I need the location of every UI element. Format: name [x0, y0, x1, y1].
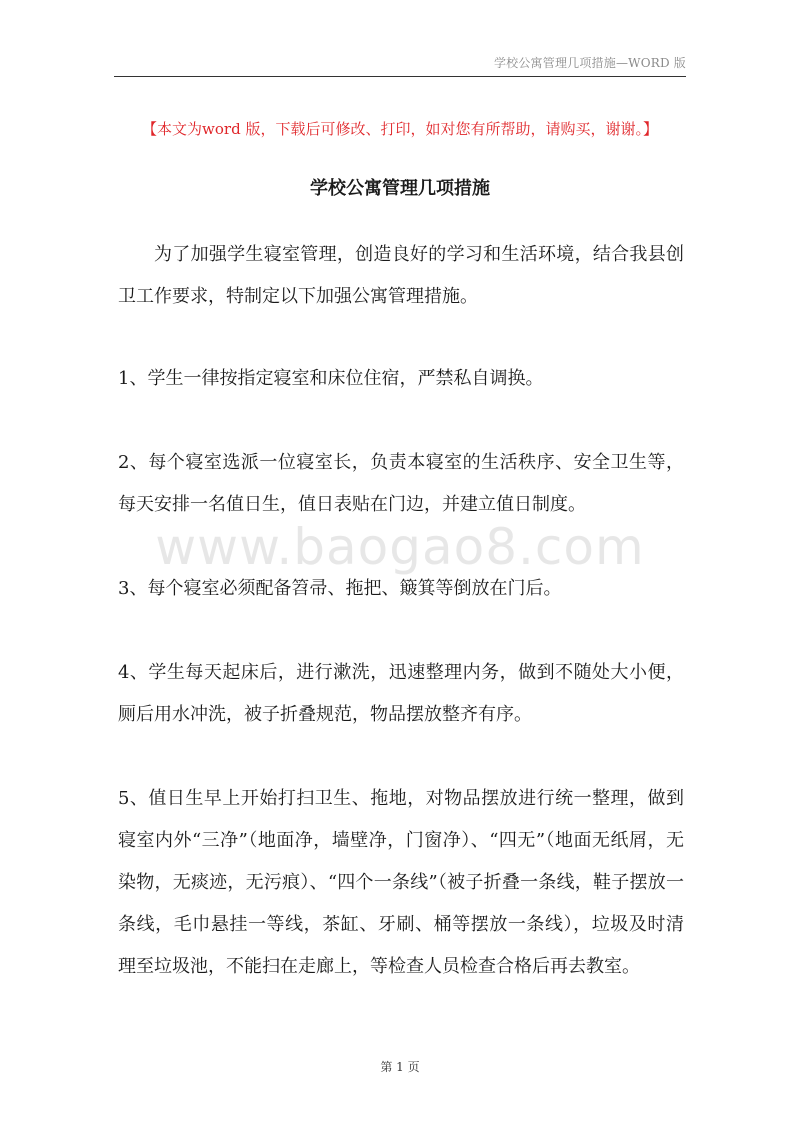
measure-item-5: 5、值日生早上开始打扫卫生、拖地，对物品摆放进行统一整理，做到寝室内外“三净”（地面净，墙壁净，门窗净）、“四无”（地面无纸屑，无染物，无痰迹，无污痕）、“四个一条线”（被子折叠一条线，鞋子摆放一条线，毛巾悬挂一等线，茶缸、牙刷、桶等摆放一条线），垃圾及时清理至垃圾池，不能扫在走廊上，等检查人员检查合格后再去教室。 [118, 788, 684, 977]
measure-item-4: 4、学生每天起床后，进行漱洗，迅速整理内务，做到不随处大小便，厕后用水冲洗，被子折叠规范，物品摆放整齐有序。 [118, 662, 684, 725]
page-number: 第 1 页 [380, 1060, 420, 1074]
watermark-text: www.baogao8.com [155, 518, 645, 576]
document-title: 学校公寓管理几项措施 [310, 178, 490, 199]
running-header: 学校公寓管理几项措施—WORD 版 [493, 56, 686, 70]
header-divider [114, 76, 686, 77]
measure-item-2: 2、每个寝室选派一位寝室长，负责本寝室的生活秩序、安全卫生等，每天安排一名值日生，值日表贴在门边，并建立值日制度。 [118, 452, 684, 515]
measure-item-3: 3、每个寝室必须配备笤帚、拖把、簸箕等倒放在门后。 [118, 578, 562, 599]
measure-item-1: 1、学生一律按指定寝室和床位住宿，严禁私自调换。 [118, 368, 544, 389]
purchase-notice: 【本文为word 版，下载后可修改、打印，如对您有所帮助，请购买，谢谢。】 [142, 120, 658, 138]
intro-paragraph: 为了加强学生寝室管理，创造良好的学习和生活环境，结合我县创卫工作要求，特制定以下加强公寓管理措施。 [118, 244, 684, 307]
